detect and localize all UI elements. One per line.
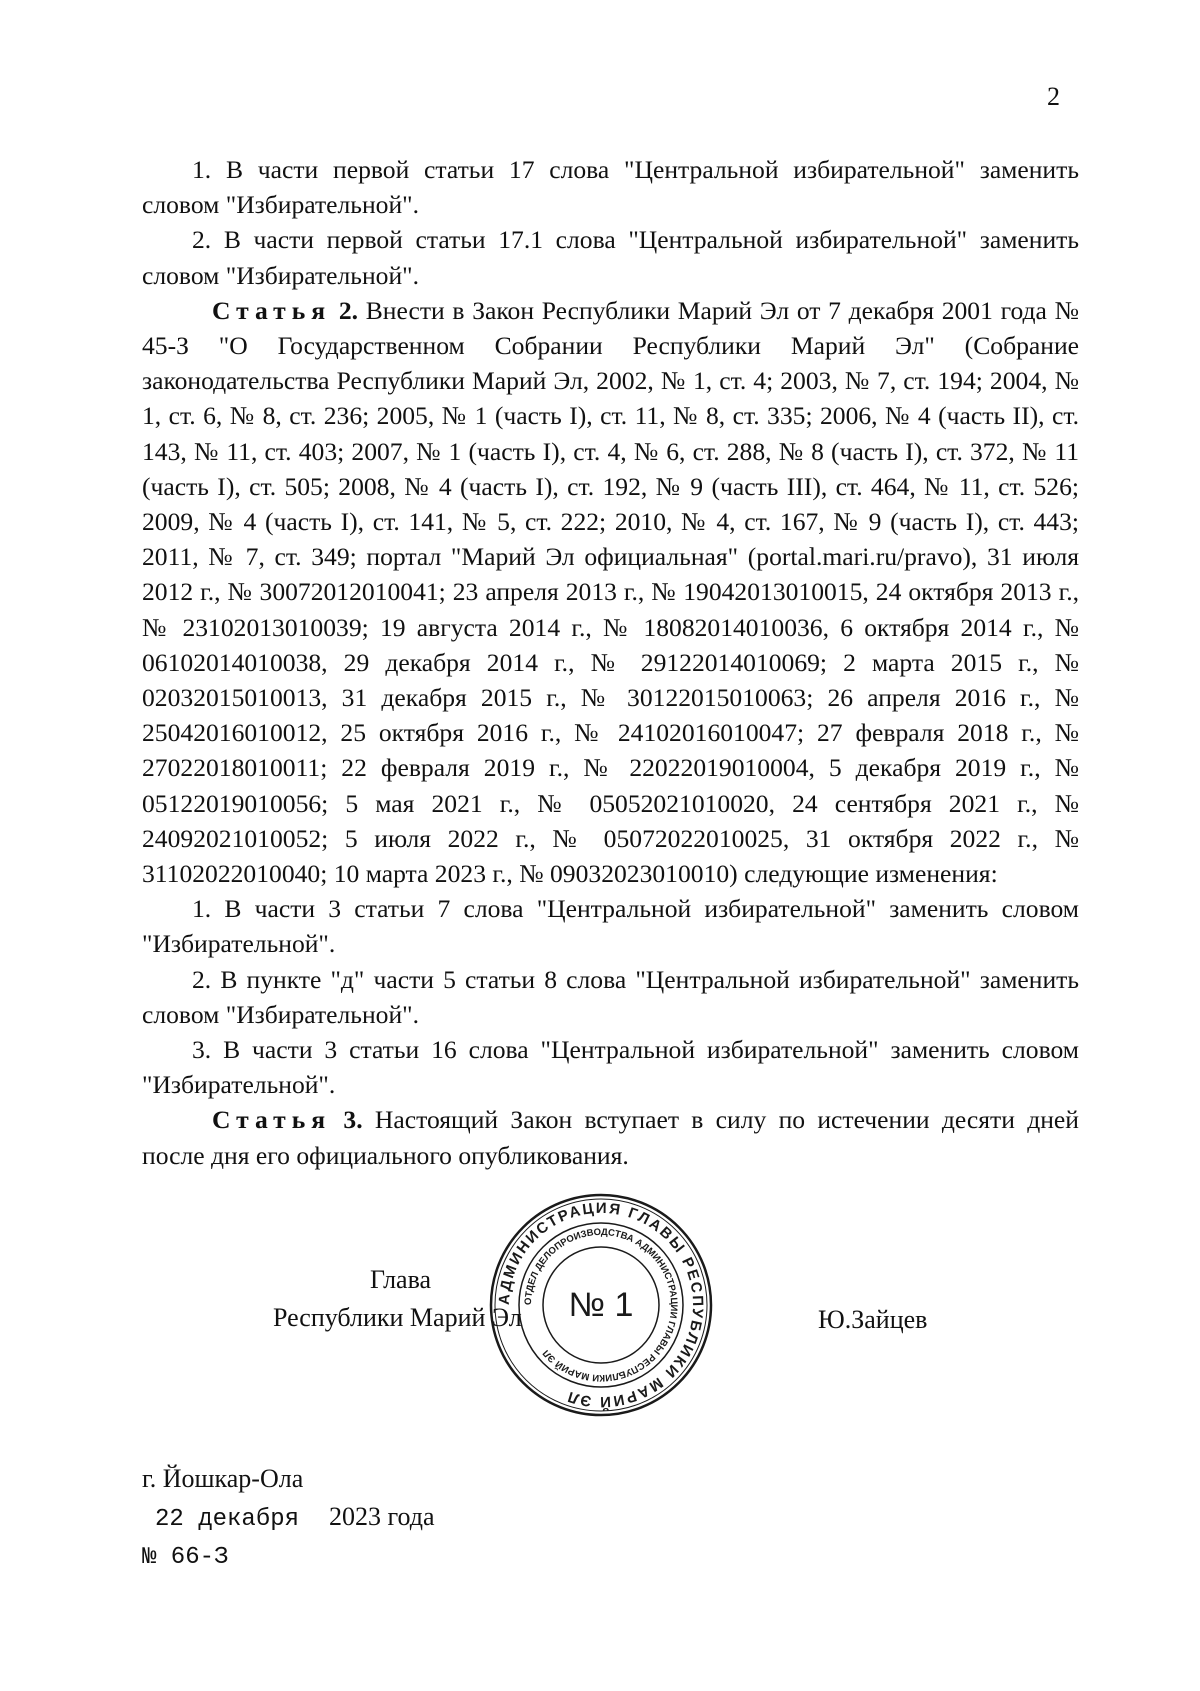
paragraph-5: 3. В части 3 статьи 16 слова "Центральной избирательной" заменить словом "Избирательной". [142, 1035, 1079, 1100]
signer-title-line1: Глава [370, 1265, 432, 1294]
seal-center-text: № 1 [568, 1286, 634, 1324]
paragraph-3: 1. В части 3 статьи 7 слова "Центральной избирательной" заменить словом "Избирательной". [142, 894, 1079, 959]
official-seal [488, 1192, 714, 1418]
article-3-label: Статья [212, 1105, 332, 1135]
year: 2023 года [329, 1502, 435, 1531]
document-footer [142, 1460, 435, 1577]
article-3-text: Настоящий Закон вступает в силу по истечении десяти дней после дня его официального опубликования. [142, 1105, 1079, 1170]
law-number: № 66-З [142, 1544, 229, 1571]
date: 22 декабря [155, 1506, 300, 1533]
city: г. Йошкар-Ола [142, 1464, 304, 1493]
signer-name: Ю.Зайцев [818, 1305, 928, 1334]
article-3 [142, 1102, 1079, 1172]
article-2 [142, 293, 1079, 891]
seal-outer-text: АДМИНИСТРАЦИЯ ГЛАВЫ РЕСПУБЛИКИ МАРИЙ ЭЛ [495, 1199, 707, 1411]
signer-title-line2: Республики Марий Эл [273, 1303, 522, 1332]
seal-icon [488, 1192, 714, 1418]
article-2-text: Внести в Закон Республики Марий Эл от 7 декабря 2001 года № 45-З "О Государственном Собрании Республики Марий Эл" (Собрание законодательства Республики Марий Эл, 2002, № 1, ст. 4; 2003, № 7, ст. 194; 2004, № 1, ст. 6, № 8, ст. 236; 2005, № 1 (часть I), ст. 11, № 8, ст. 335; 2006, № 4 (часть II), ст. 143, № 11, ст. 403; 2007, № 1 (часть I), ст. 4, № 6, ст. 288, № 8 (часть I), ст. 372, № 11 (часть I), ст. 505; 2008, № 4 (часть I), ст. 192, № 9 (часть III), ст. 464, № 11, ст. 526; 2009, № 4 (часть I), ст. 141, № 5, ст. 222; 2010, № 4, ст. 167, № 9 (часть I), ст. 443; 2011, № 7, ст. 349; портал "Марий Эл официальная" (portal.mari.ru/pravo), 31 июля 2012 г., № 30072012010041; 23 апреля 2013 г., № 19042013010015, 24 октября 2013 г., № 23102013010039; 19 августа 2014 г., № 18082014010036, 6 октября 2014 г., № 06102014010038, 29 декабря 2014 г., № 29122014010069; 2 марта 2015 г., № 02032015010013, 31 декабря 2015 г., № 30122015010063; 26 апреля 2016 г., № 25042016010012, 25 октября 2016 г., № 24102016010047; 27 февраля 2018 г., № 27022018010011; 22 февраля 2019 г., № 22022019010004, 5 декабря 2019 г., № 05122019010056; 5 мая 2021 г., № 05052021010020, 24 сентября 2021 г., № 24092021010052; 5 июля 2022 г., № 05072022010025, 31 октября 2022 г., № 31102022010040; 10 марта 2023 г., № 09032023010010) следующие изменения: [142, 295, 1080, 889]
article-2-number: 2. [338, 295, 359, 325]
paragraph-4: 2. В пункте "д" части 5 статьи 8 слова "Центральной избирательной" заменить словом "Избирательной". [142, 964, 1079, 1029]
paragraph-2: 2. В части первой статьи 17.1 слова "Центральной избирательной" заменить словом "Избирательной". [142, 225, 1079, 290]
seal-inner-text: ОТДЕЛ ДЕЛОПРОИЗВОДСТВА АДМИНИСТРАЦИИ ГЛАВЫ РЕСПУБЛИКИ МАРИЙ ЭЛ [522, 1226, 680, 1384]
paragraph-1: 1. В части первой статьи 17 слова "Центральной избирательной" заменить словом "Избирательной". [142, 155, 1079, 220]
article-2-label: Статья [212, 295, 332, 325]
page-number: 2 [1047, 82, 1060, 111]
date-line [142, 1498, 435, 1539]
document-body [142, 152, 1079, 1173]
article-3-number: 3. [343, 1105, 363, 1135]
